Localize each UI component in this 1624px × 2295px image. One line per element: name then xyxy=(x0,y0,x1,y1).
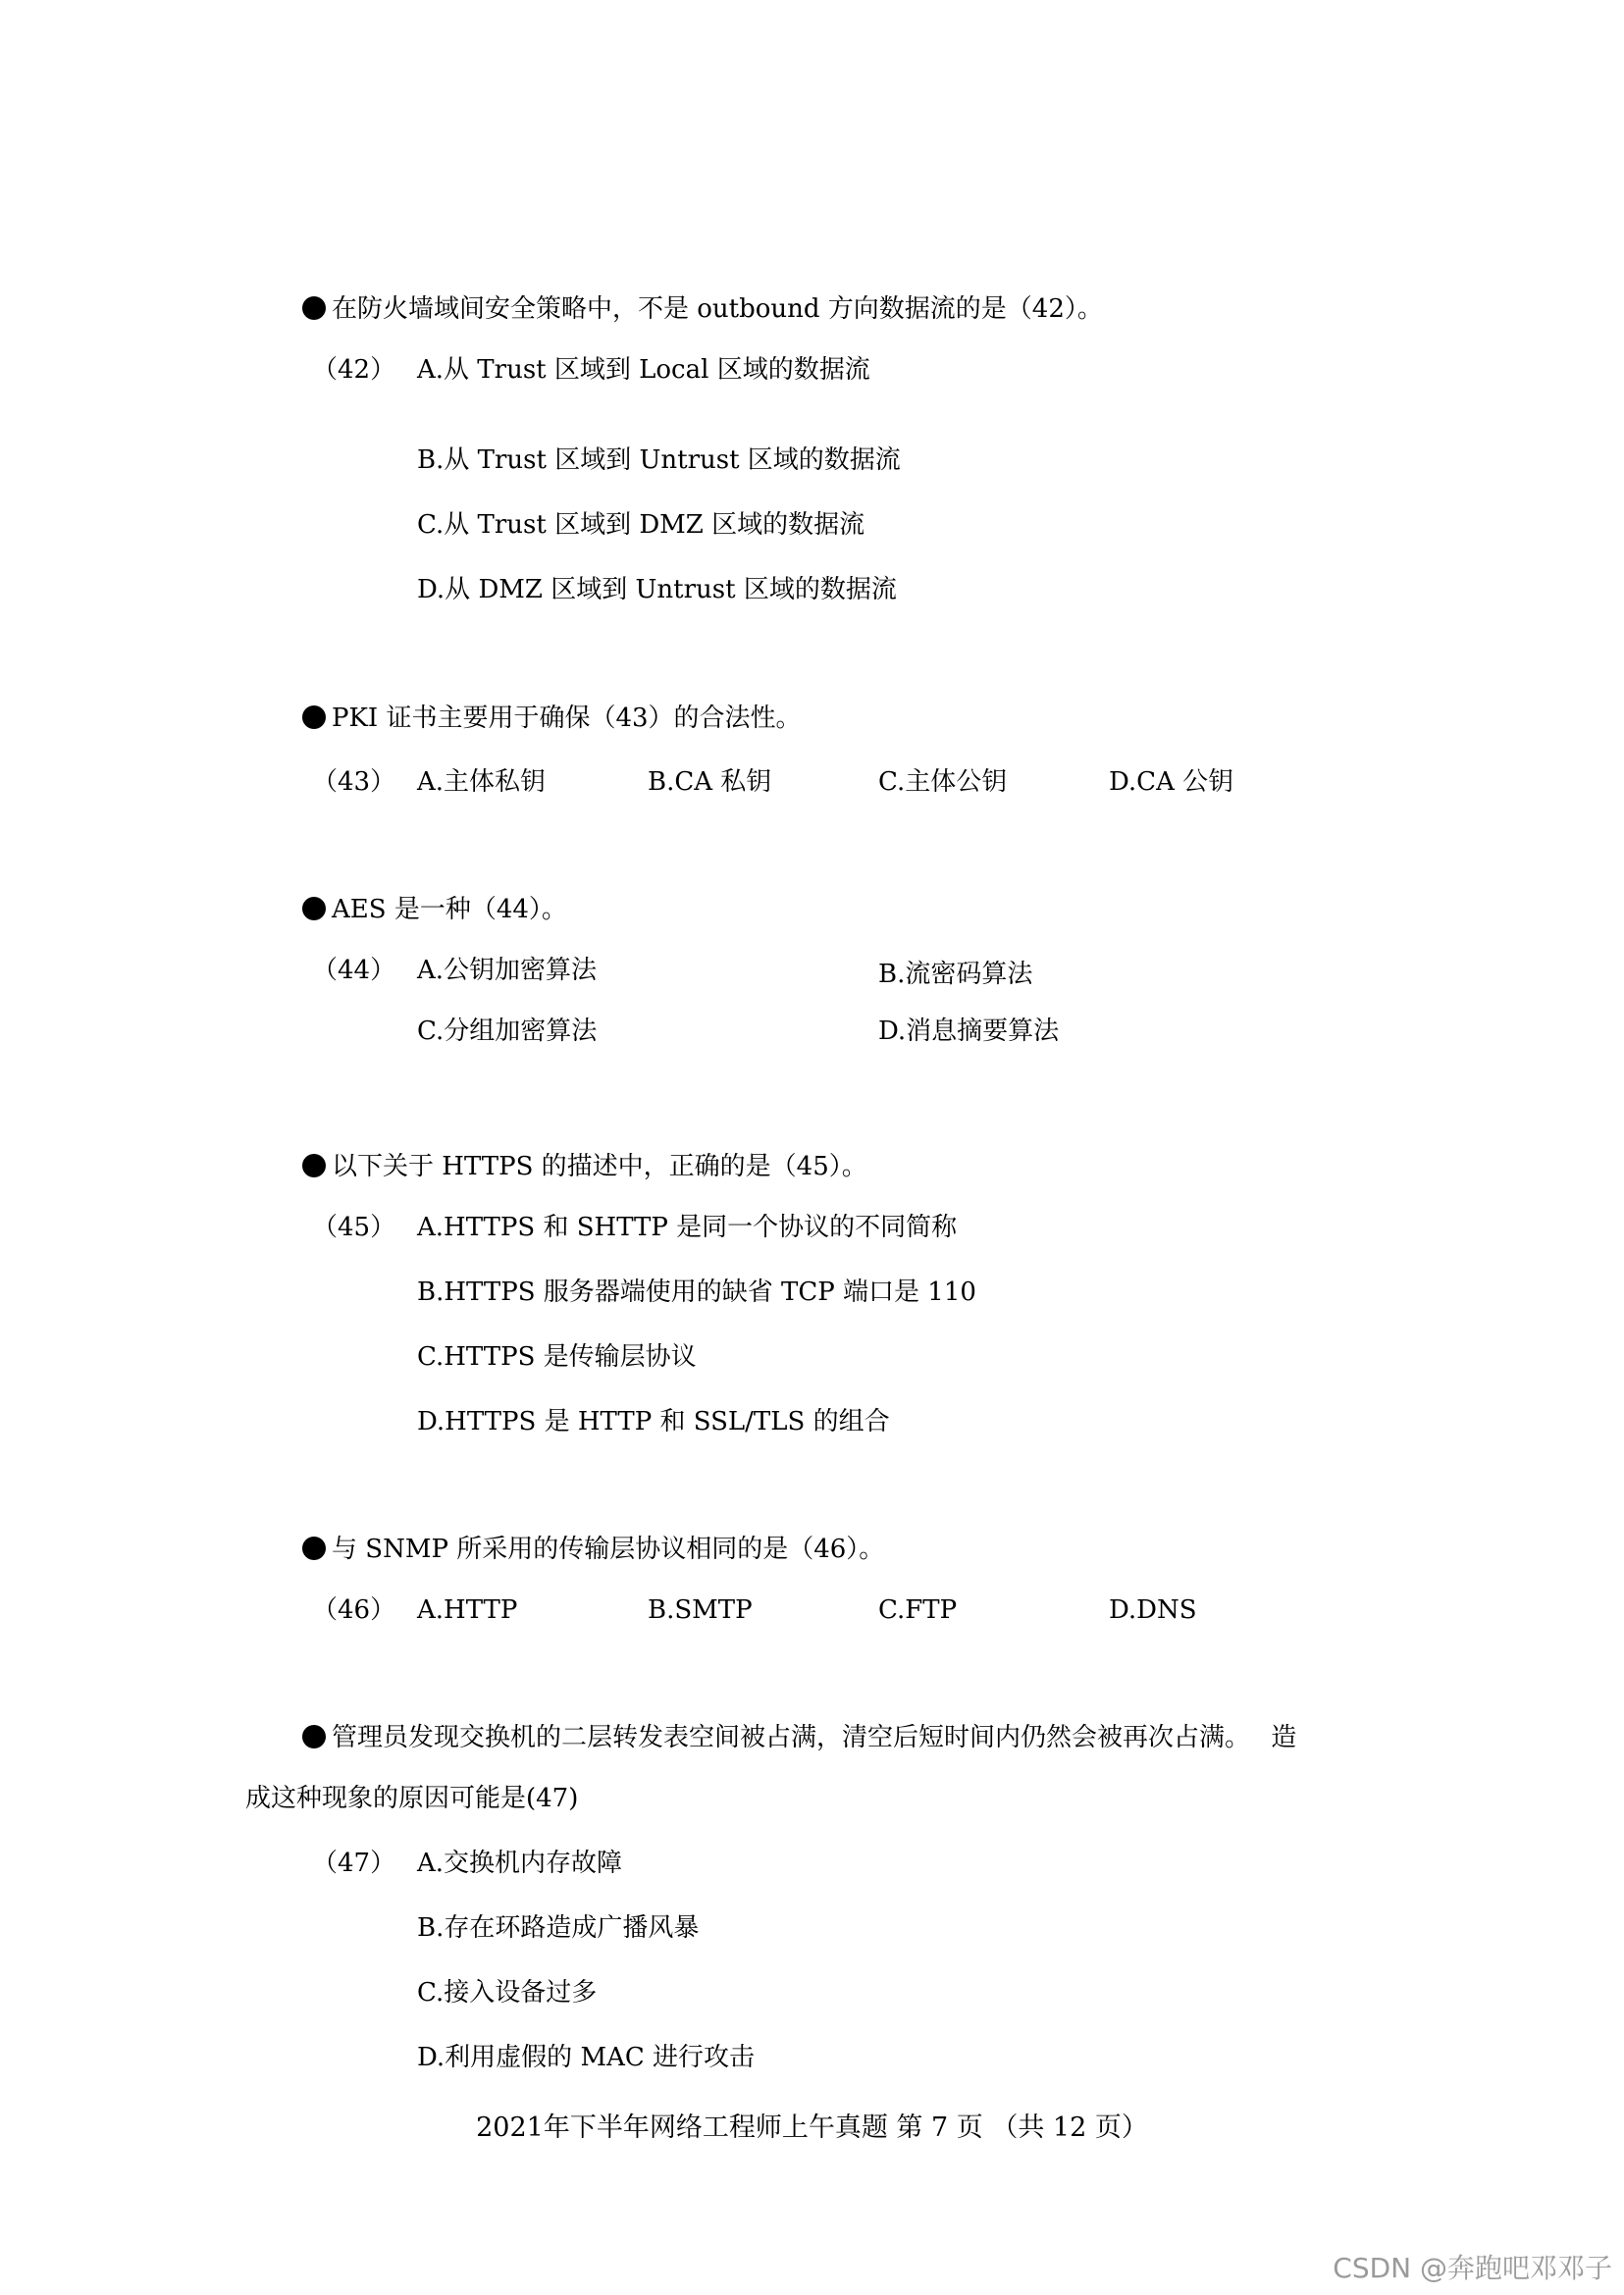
question-47-option-b: B.存在环路造成广播风暴 xyxy=(417,1913,700,1943)
question-43-text: PKI 证书主要用于确保（43）的合法性。 xyxy=(332,704,802,733)
question-42-stem xyxy=(302,292,1103,326)
question-46-option-b: B.SMTP xyxy=(648,1595,753,1625)
question-47-option-a: A.交换机内存故障 xyxy=(417,1849,623,1878)
question-47-stem xyxy=(302,1721,1296,1754)
bullet-icon xyxy=(302,705,326,729)
question-45-option-c: C.HTTPS 是传输层协议 xyxy=(417,1342,697,1372)
question-45-option-d: D.HTTPS 是 HTTP 和 SSL/TLS 的组合 xyxy=(417,1407,890,1436)
question-42-number: （42） xyxy=(312,355,396,385)
question-46-number: （46） xyxy=(312,1595,396,1625)
question-43-option-d: D.CA 公钥 xyxy=(1109,767,1234,797)
question-43-stem xyxy=(302,702,802,735)
question-42-option-d: D.从 DMZ 区域到 Untrust 区域的数据流 xyxy=(417,575,897,604)
question-44-option-d: D.消息摘要算法 xyxy=(878,1017,1060,1046)
question-45-option-a: A.HTTPS 和 SHTTP 是同一个协议的不同简称 xyxy=(417,1213,958,1242)
question-44-stem xyxy=(302,893,567,926)
question-44-option-c: C.分组加密算法 xyxy=(417,1017,598,1046)
question-45-option-b: B.HTTPS 服务器端使用的缺省 TCP 端口是 110 xyxy=(417,1278,976,1307)
question-42-option-a: A.从 Trust 区域到 Local 区域的数据流 xyxy=(417,355,870,385)
question-42-text: 在防火墙域间安全策略中，不是 outbound 方向数据流的是（42）。 xyxy=(332,294,1103,324)
bullet-icon xyxy=(302,1537,326,1560)
question-46-option-c: C.FTP xyxy=(878,1595,958,1625)
question-47-option-c: C.接入设备过多 xyxy=(417,1978,598,2008)
question-47-text-line2: 成这种现象的原因可能是(47) xyxy=(245,1784,579,1813)
question-45-number: （45） xyxy=(312,1213,396,1242)
question-47-number: （47） xyxy=(312,1849,396,1878)
question-46-option-d: D.DNS xyxy=(1109,1595,1197,1625)
bullet-icon xyxy=(302,296,326,320)
question-44-text: AES 是一种（44）。 xyxy=(332,895,567,924)
question-45-text: 以下关于 HTTPS 的描述中，正确的是（45）。 xyxy=(332,1152,867,1181)
question-45-stem xyxy=(302,1150,867,1183)
question-44-option-b: B.流密码算法 xyxy=(878,960,1033,989)
question-47-text-line1: 管理员发现交换机的二层转发表空间被占满，清空后短时间内仍然会被再次占满。 造 xyxy=(332,1723,1297,1752)
question-42-option-b: B.从 Trust 区域到 Untrust 区域的数据流 xyxy=(417,445,901,475)
bullet-icon xyxy=(302,1725,326,1748)
question-42-option-c: C.从 Trust 区域到 DMZ 区域的数据流 xyxy=(417,510,865,540)
question-43-option-a: A.主体私钥 xyxy=(417,767,547,797)
page-footer: 2021年下半年网络工程师上午真题 第 7 页 （共 12 页） xyxy=(476,2112,1148,2143)
question-43-option-c: C.主体公钥 xyxy=(878,767,1008,797)
question-43-option-b: B.CA 私钥 xyxy=(648,767,772,797)
question-44-number: （44） xyxy=(312,956,396,985)
bullet-icon xyxy=(302,1154,326,1177)
question-44-option-a: A.公钥加密算法 xyxy=(417,956,598,985)
question-46-text: 与 SNMP 所采用的传输层协议相同的是（46）。 xyxy=(332,1535,885,1564)
question-46-option-a: A.HTTP xyxy=(417,1595,518,1625)
watermark: CSDN @奔跑吧邓邓子 xyxy=(1333,2252,1612,2284)
question-46-stem xyxy=(302,1533,884,1566)
question-43-number: （43） xyxy=(312,767,396,797)
bullet-icon xyxy=(302,897,326,920)
question-47-option-d: D.利用虚假的 MAC 进行攻击 xyxy=(417,2043,756,2072)
